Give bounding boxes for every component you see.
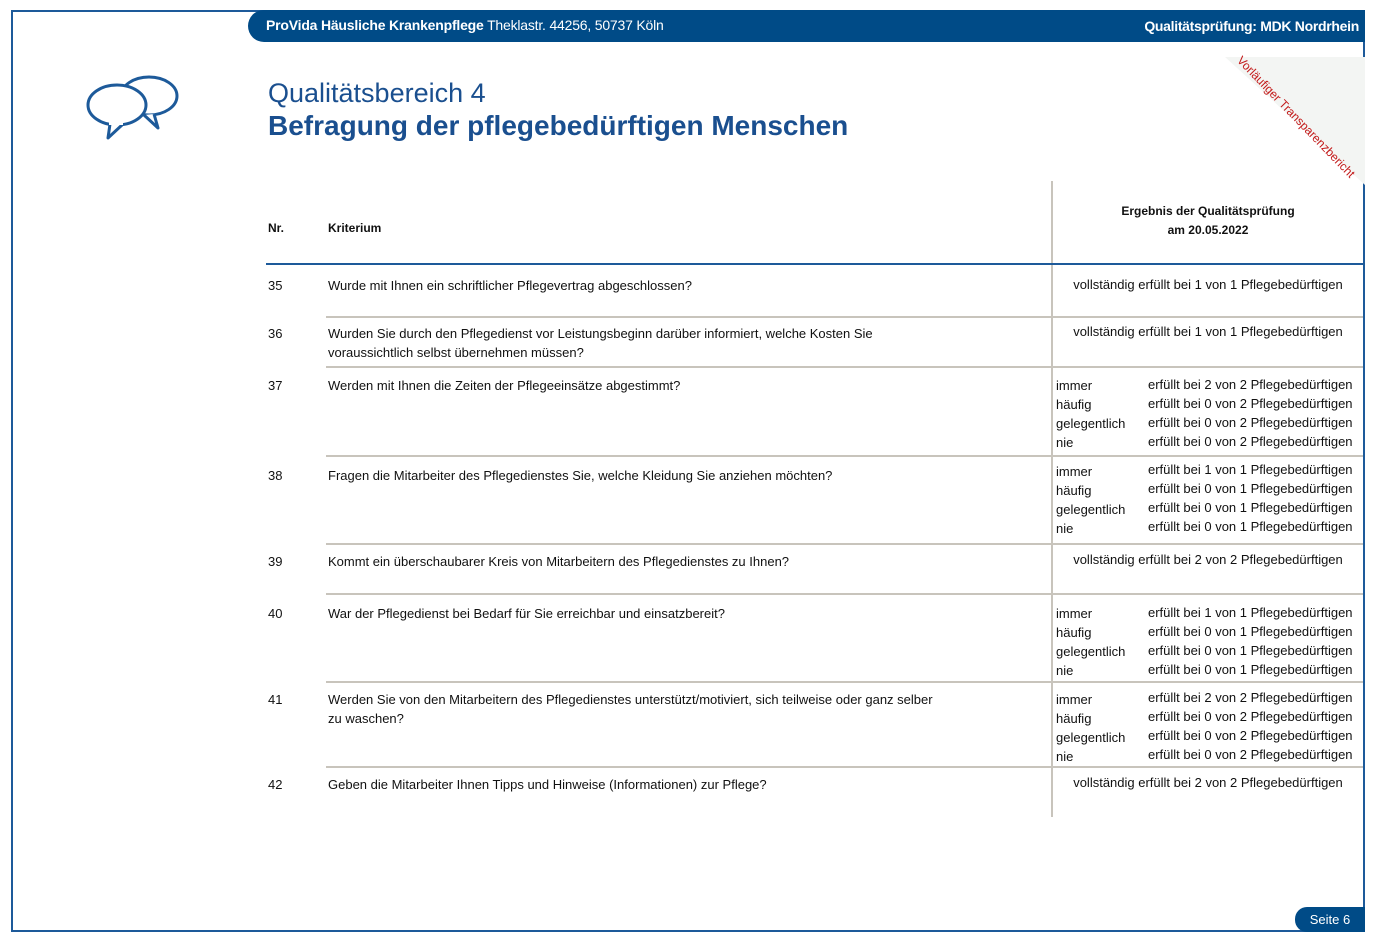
freq-label: gelegentlich: [1056, 416, 1126, 431]
row-criterion-line2: voraussichtlich selbst übernehmen müssen?: [328, 345, 584, 360]
row-criterion-line2: zu waschen?: [328, 711, 404, 726]
freq-label: nie: [1056, 749, 1074, 764]
freq-value: erfüllt bei 0 von 1 Pflegebedürftigen: [1148, 624, 1353, 639]
freq-label: häufig: [1056, 483, 1092, 498]
freq-value: erfüllt bei 0 von 1 Pflegebedürftigen: [1148, 481, 1353, 496]
freq-value: erfüllt bei 0 von 1 Pflegebedürftigen: [1148, 662, 1353, 677]
freq-value: erfüllt bei 0 von 2 Pflegebedürftigen: [1148, 396, 1353, 411]
freq-value: erfüllt bei 0 von 1 Pflegebedürftigen: [1148, 500, 1353, 515]
row-result: vollständig erfüllt bei 1 von 1 Pflegebedürftigen: [1073, 324, 1343, 339]
freq-list: [1056, 604, 1125, 680]
row-separator: [326, 543, 1363, 545]
freq-label: häufig: [1056, 711, 1092, 726]
header-bar: [248, 10, 1365, 42]
freq-label: häufig: [1056, 397, 1092, 412]
row-separator: [326, 366, 1363, 368]
freq-label: nie: [1056, 521, 1074, 536]
row-nr: 38: [268, 468, 283, 483]
column-header-ergebnis-line1: Ergebnis der Qualitätsprüfung: [1121, 204, 1295, 218]
preliminary-stamp: Vorläufiger Transparenzbericht: [1234, 53, 1358, 181]
row-nr: 42: [268, 777, 283, 792]
row-separator: [326, 316, 1363, 318]
row-criterion: War der Pflegedienst bei Bedarf für Sie erreichbar und einsatzbereit?: [328, 606, 725, 621]
freq-values: [1148, 688, 1353, 764]
row-separator: [326, 593, 1363, 595]
freq-value: erfüllt bei 0 von 2 Pflegebedürftigen: [1148, 434, 1353, 449]
row-separator: [326, 455, 1363, 457]
freq-values: [1148, 603, 1353, 679]
header-org: [266, 17, 664, 33]
freq-label: gelegentlich: [1056, 502, 1126, 517]
row-criterion: [328, 690, 933, 728]
row-criterion: [328, 324, 873, 362]
freq-value: erfüllt bei 0 von 1 Pflegebedürftigen: [1148, 643, 1353, 658]
freq-values: [1148, 460, 1353, 536]
freq-label: nie: [1056, 435, 1074, 450]
freq-value: erfüllt bei 0 von 2 Pflegebedürftigen: [1148, 728, 1353, 743]
row-criterion: Werden mit Ihnen die Zeiten der Pflegeeinsätze abgestimmt?: [328, 378, 681, 393]
row-criterion: Fragen die Mitarbeiter des Pflegedienstes Sie, welche Kleidung Sie anziehen möchten?: [328, 468, 833, 483]
speech-bubbles-icon: [84, 72, 184, 142]
row-result: vollständig erfüllt bei 1 von 1 Pflegebedürftigen: [1073, 277, 1343, 292]
row-separator: [326, 766, 1363, 768]
freq-label: gelegentlich: [1056, 730, 1126, 745]
freq-label: immer: [1056, 378, 1093, 393]
freq-value: erfüllt bei 1 von 1 Pflegebedürftigen: [1148, 605, 1353, 620]
column-header-ergebnis: [1053, 202, 1363, 240]
freq-value: erfüllt bei 0 von 2 Pflegebedürftigen: [1148, 747, 1353, 762]
freq-value: erfüllt bei 0 von 2 Pflegebedürftigen: [1148, 415, 1353, 430]
row-nr: 39: [268, 554, 283, 569]
section-subtitle: Befragung der pflegebedürftigen Menschen: [268, 110, 849, 141]
freq-label: gelegentlich: [1056, 644, 1126, 659]
row-criterion: Geben die Mitarbeiter Ihnen Tipps und Hinweise (Informationen) zur Pflege?: [328, 777, 767, 792]
freq-value: erfüllt bei 2 von 2 Pflegebedürftigen: [1148, 377, 1353, 392]
org-name: ProVida Häusliche Krankenpflege: [266, 17, 484, 33]
freq-label: nie: [1056, 663, 1074, 678]
row-criterion-line1: Wurden Sie durch den Pflegedienst vor Leistungsbeginn darüber informiert, welche Kosten Sie: [328, 326, 873, 341]
row-criterion: Wurde mit Ihnen ein schriftlicher Pflegevertrag abgeschlossen?: [328, 278, 692, 293]
row-result: vollständig erfüllt bei 2 von 2 Pflegebedürftigen: [1073, 552, 1343, 567]
freq-label: immer: [1056, 464, 1093, 479]
section-title: Qualitätsbereich 4: [268, 78, 486, 108]
freq-value: erfüllt bei 1 von 1 Pflegebedürftigen: [1148, 462, 1353, 477]
page-number: Seite 6: [1295, 907, 1365, 932]
row-nr: 41: [268, 692, 283, 707]
freq-label: häufig: [1056, 625, 1092, 640]
org-address: Theklastr. 44256, 50737 Köln: [487, 17, 664, 33]
row-nr: 37: [268, 378, 283, 393]
row-nr: 40: [268, 606, 283, 621]
freq-value: erfüllt bei 2 von 2 Pflegebedürftigen: [1148, 690, 1353, 705]
freq-value: erfüllt bei 0 von 2 Pflegebedürftigen: [1148, 709, 1353, 724]
row-nr: 35: [268, 278, 283, 293]
freq-label: immer: [1056, 606, 1093, 621]
column-header-ergebnis-line2: am 20.05.2022: [1167, 223, 1249, 237]
freq-label: immer: [1056, 692, 1093, 707]
freq-list: [1056, 462, 1125, 538]
freq-list: [1056, 376, 1125, 452]
header-rule: [266, 263, 1365, 265]
row-criterion-line1: Werden Sie von den Mitarbeitern des Pflegedienstes unterstützt/motiviert, sich teilweise oder ganz selber: [328, 692, 933, 707]
column-header-kriterium: Kriterium: [328, 221, 382, 235]
row-separator: [326, 681, 1363, 683]
freq-values: [1148, 375, 1353, 451]
row-result: vollständig erfüllt bei 2 von 2 Pflegebedürftigen: [1073, 775, 1343, 790]
freq-list: [1056, 690, 1125, 766]
column-header-nr: Nr.: [268, 221, 285, 235]
row-nr: 36: [268, 326, 283, 341]
header-check: Qualitätsprüfung: MDK Nordrhein: [1144, 18, 1359, 34]
freq-value: erfüllt bei 0 von 1 Pflegebedürftigen: [1148, 519, 1353, 534]
row-criterion: Kommt ein überschaubarer Kreis von Mitarbeitern des Pflegedienstes zu Ihnen?: [328, 554, 790, 569]
